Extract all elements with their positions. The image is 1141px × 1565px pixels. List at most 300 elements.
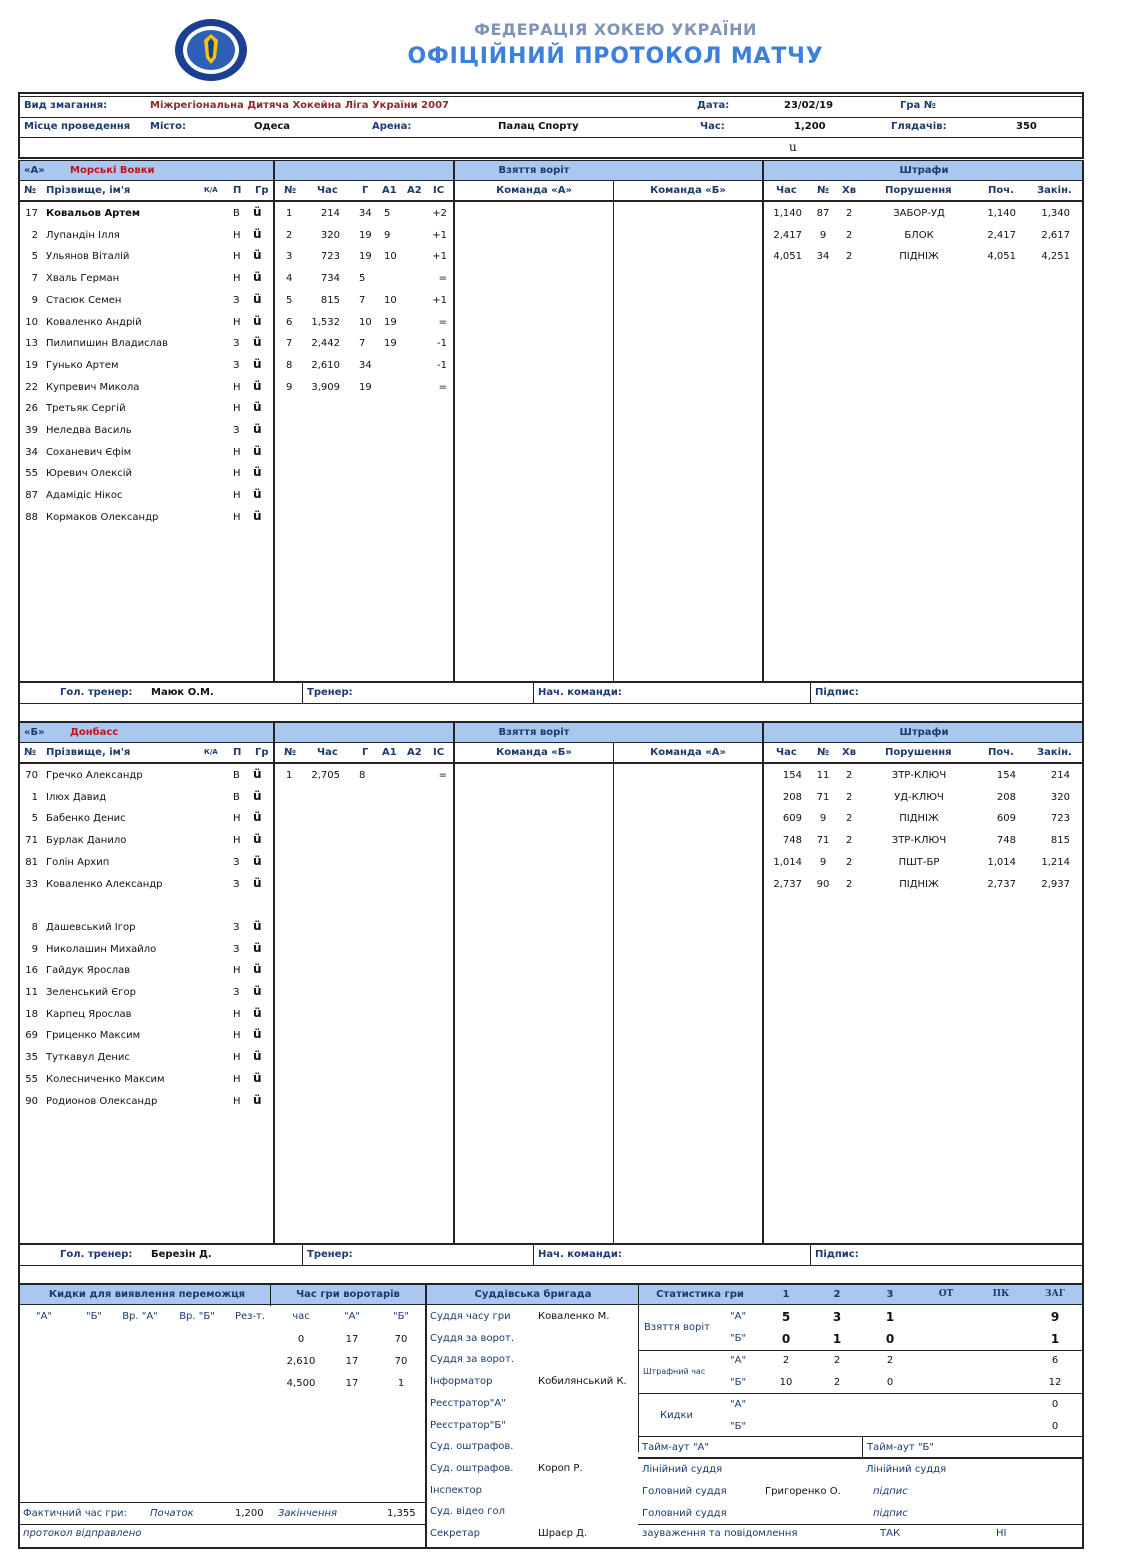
player-position: В xyxy=(233,791,240,803)
player-position: В xyxy=(233,208,240,219)
player-played-mark: ü xyxy=(253,205,262,219)
goal-number: 2 xyxy=(286,229,293,241)
goal-time: 734 xyxy=(320,273,340,285)
divider xyxy=(18,92,20,158)
goal-scorer: 19 xyxy=(359,381,372,393)
actual-time-label: Фактичний час гри: xyxy=(23,1508,127,1519)
penalty-time: 609 xyxy=(782,813,802,825)
goal-situation: = xyxy=(438,770,447,781)
player-name: Дашевський Ігор xyxy=(46,921,136,933)
goal-time: 214 xyxy=(320,208,340,219)
penalty-start: 4,051 xyxy=(987,251,1016,263)
main-judge-b-label: Головний суддя xyxy=(642,1508,727,1519)
penalty-minutes: 2 xyxy=(846,835,853,847)
penalty-violation: УД-КЛЮЧ xyxy=(894,791,944,803)
penalty-start: 2,417 xyxy=(987,229,1016,241)
column-header-g: Г xyxy=(362,747,369,758)
divider xyxy=(18,1243,1084,1245)
goal-scorer: 19 xyxy=(359,251,372,263)
column-header-pt-time: Час xyxy=(776,185,797,196)
stats-value: 9 xyxy=(1050,1310,1060,1324)
stats-value: 0 xyxy=(886,1377,894,1388)
player-position: Н xyxy=(233,468,241,480)
penalty-start: 748 xyxy=(996,835,1016,847)
player-number: 10 xyxy=(25,316,38,328)
penalty-player: 9 xyxy=(819,229,827,241)
divider xyxy=(18,92,1084,94)
player-number: 16 xyxy=(25,965,38,977)
stats-value: 3 xyxy=(832,1310,842,1324)
player-name: Адамідіс Нікос xyxy=(46,490,123,502)
player-position: Н xyxy=(233,403,241,415)
player-name: Хваль Герман xyxy=(46,273,120,285)
goal-assist-1: 9 xyxy=(384,229,391,241)
penalty-minutes: 2 xyxy=(846,813,853,825)
period-header-3: 3 xyxy=(886,1289,894,1300)
player-played-mark: ü xyxy=(253,767,262,781)
start-label: Початок xyxy=(150,1508,194,1519)
arena-value: Палац Спорту xyxy=(498,121,579,132)
player-played-mark: ü xyxy=(253,313,262,328)
penalties-header: Штрафи xyxy=(899,727,949,738)
goals-header: Взяття воріт xyxy=(498,727,570,738)
player-name: Кормаков Олександр xyxy=(46,511,159,523)
goal-scorer: 8 xyxy=(359,770,366,781)
player-number: 35 xyxy=(25,1052,38,1064)
goalie-col-header: час xyxy=(292,1311,310,1322)
divider xyxy=(1082,702,1084,722)
column-header-a1: А1 xyxy=(382,747,397,758)
penalty-player: 71 xyxy=(816,835,830,847)
end-value: 1,355 xyxy=(387,1508,416,1519)
competition-value: Міжрегіональна Дитяча Хокейна Ліга України 2007 xyxy=(150,100,450,111)
player-number: 9 xyxy=(31,294,38,306)
referee-role: Суд. оштрафов. xyxy=(430,1462,514,1474)
team-name: Донбасс xyxy=(70,727,119,738)
divider xyxy=(810,1243,811,1265)
player-position: Н xyxy=(233,835,241,847)
player-name: Гунько Артем xyxy=(46,359,119,371)
stats-team-label: "Б" xyxy=(730,1421,747,1432)
stats-team-label: "А" xyxy=(730,1399,747,1410)
stats-value: 2 xyxy=(782,1355,790,1366)
goalie-b-number: 1 xyxy=(397,1378,405,1389)
protocol-sent-label: протокол відправлено xyxy=(23,1528,142,1539)
goalie-b-number: 70 xyxy=(394,1356,408,1367)
player-played-mark: ü xyxy=(253,487,262,502)
player-position: Н xyxy=(233,381,241,393)
stats-value: 10 xyxy=(779,1377,793,1388)
player-number: 26 xyxy=(25,403,38,415)
player-position: З xyxy=(233,987,240,998)
player-played-mark: ü xyxy=(253,984,262,998)
goal-situation: +1 xyxy=(432,294,447,306)
goals-stat-label: Взяття воріт xyxy=(644,1322,711,1333)
stats-value: 12 xyxy=(1048,1377,1062,1388)
player-position: Н xyxy=(233,1008,241,1020)
player-number: 8 xyxy=(31,921,38,933)
goalie-time-value: 0 xyxy=(297,1334,305,1345)
goal-number: 4 xyxy=(286,273,293,285)
player-name: Бурлак Данило xyxy=(46,835,127,847)
goalie-a-number: 17 xyxy=(345,1334,359,1345)
penalty-violation: ЗТР-КЛЮЧ xyxy=(891,835,947,847)
player-position: З xyxy=(233,878,240,890)
player-number: 17 xyxy=(25,208,38,219)
player-played-mark: ü xyxy=(253,400,262,415)
goal-assist-1: 19 xyxy=(384,316,397,328)
player-position: Н xyxy=(233,251,241,263)
goal-situation: -1 xyxy=(437,359,447,371)
penalty-minutes: 2 xyxy=(846,208,853,219)
spectators-value: 350 xyxy=(1016,121,1037,132)
referee-name: Шраєр Д. xyxy=(538,1528,588,1539)
goal-scorer: 7 xyxy=(359,294,366,306)
goal-situation: -1 xyxy=(437,338,447,350)
column-header-own-team: Команда «Б» xyxy=(496,747,572,758)
shootout-col-header: Вр. "Б" xyxy=(179,1311,215,1322)
goal-situation: +1 xyxy=(432,229,447,241)
player-played-mark: ü xyxy=(253,335,262,350)
penalty-time: 748 xyxy=(782,835,802,847)
player-position: Н xyxy=(233,1095,241,1107)
goal-situation: +1 xyxy=(432,251,447,263)
column-header-a2: А2 xyxy=(407,185,422,196)
period-header-ПК: ПК xyxy=(992,1289,1010,1299)
player-number: 9 xyxy=(31,943,38,955)
goal-scorer: 5 xyxy=(359,273,366,285)
referees-title: Суддівська бригада xyxy=(474,1289,592,1300)
goalie-time-value: 4,500 xyxy=(286,1378,316,1389)
column-header-name: Прізвище, ім'я xyxy=(46,185,131,196)
column-header-gtime: Час xyxy=(317,185,338,196)
stats-team-label: "Б" xyxy=(730,1377,747,1388)
player-name: Голін Архип xyxy=(46,856,110,868)
player-number: 34 xyxy=(25,446,38,458)
goal-time: 320 xyxy=(320,229,340,241)
goalie-col-header: "А" xyxy=(343,1311,361,1322)
referee-role: Реєстратор"Б" xyxy=(430,1419,506,1431)
player-name: Бабенко Денис xyxy=(46,813,126,825)
stats-value: 1 xyxy=(885,1310,895,1324)
signature-label: Підпис: xyxy=(815,1249,859,1260)
player-number: 22 xyxy=(25,381,38,393)
player-name: Купревич Микола xyxy=(46,381,140,393)
head-coach-label: Гол. тренер: xyxy=(60,687,133,698)
player-position: З xyxy=(233,856,240,868)
player-position: Н xyxy=(233,1073,241,1085)
player-played-mark: ü xyxy=(253,226,262,241)
coach-label: Тренер: xyxy=(307,687,353,698)
penalty-minutes: 2 xyxy=(846,229,853,241)
player-position: Н xyxy=(233,1052,241,1064)
player-name: Лупандін Ілля xyxy=(46,229,120,241)
penalty-end: 1,340 xyxy=(1041,208,1070,219)
referee-role: Суддя за ворот. xyxy=(430,1354,515,1366)
stats-value: 5 xyxy=(781,1310,791,1324)
penalty-violation: ЗТР-КЛЮЧ xyxy=(891,770,947,781)
divider xyxy=(638,1393,1084,1394)
column-header-g: Г xyxy=(362,185,369,196)
referee-role: Секретар xyxy=(430,1528,480,1539)
player-played-mark: ü xyxy=(253,962,262,977)
referee-name: Кобилянський К. xyxy=(538,1376,627,1388)
player-position: З xyxy=(233,921,240,933)
column-header-a1: А1 xyxy=(382,185,397,196)
divider xyxy=(18,96,1084,97)
city-value: Одеса xyxy=(254,121,291,132)
player-number: 55 xyxy=(25,468,38,480)
goal-assist-1: 19 xyxy=(384,338,397,350)
divider xyxy=(18,703,1084,704)
player-played-mark: ü xyxy=(253,832,262,847)
divider xyxy=(762,722,764,1243)
period-header-ОТ: ОТ xyxy=(938,1289,954,1299)
column-header-ic: ІС xyxy=(433,185,445,196)
divider xyxy=(613,742,614,1243)
player-position: Н xyxy=(233,965,241,977)
stats-value: 0 xyxy=(781,1332,791,1346)
penalty-end: 723 xyxy=(1050,813,1070,825)
main-judge-a-label: Головний суддя xyxy=(642,1486,727,1497)
team-name: Морські Вовки xyxy=(70,165,155,176)
player-played-mark: ü xyxy=(253,508,262,523)
goalie-col-header: "Б" xyxy=(392,1311,410,1322)
stats-team-label: "Б" xyxy=(730,1333,747,1344)
divider xyxy=(302,1243,303,1265)
player-played-mark: ü xyxy=(253,248,262,263)
timeout-a-label: Тайм-аут "А" xyxy=(642,1442,709,1453)
stats-value: 1 xyxy=(1050,1332,1060,1346)
player-number: 39 xyxy=(25,425,38,436)
referee-role: Суддя часу гри xyxy=(430,1311,511,1322)
line-judge-a-label: Лінійний суддя xyxy=(642,1464,723,1475)
divider xyxy=(18,117,1084,118)
divider xyxy=(762,160,764,681)
player-played-mark: ü xyxy=(253,788,262,803)
goal-situation: = xyxy=(438,273,447,285)
player-played-mark: ü xyxy=(253,291,262,306)
player-played-mark: ü xyxy=(253,1005,262,1020)
divider xyxy=(273,722,275,1243)
goal-time: 723 xyxy=(320,251,340,263)
column-header-p: П xyxy=(233,747,242,758)
divider xyxy=(18,157,1084,159)
venue-label: Місце проведення xyxy=(24,121,131,132)
divider xyxy=(613,180,614,681)
player-position: З xyxy=(233,338,240,350)
start-value: 1,200 xyxy=(235,1508,264,1519)
spectators-label: Глядачів: xyxy=(891,121,947,132)
player-number: 90 xyxy=(25,1095,38,1107)
penalty-player: 9 xyxy=(819,813,827,825)
penalty-minutes: 2 xyxy=(846,251,853,263)
column-header-name: Прізвище, ім'я xyxy=(46,747,131,758)
player-number: 88 xyxy=(25,511,38,523)
goalie-time-value: 2,610 xyxy=(286,1356,316,1367)
player-number: 87 xyxy=(25,490,38,502)
head-coach-label: Гол. тренер: xyxy=(60,1249,133,1260)
player-played-mark: ü xyxy=(253,422,262,436)
player-name: Гриценко Максим xyxy=(46,1030,141,1042)
penalty-player: 34 xyxy=(816,251,830,263)
player-number: 13 xyxy=(25,338,38,350)
column-header-pt-end: Закін. xyxy=(1037,747,1072,758)
penalty-start: 154 xyxy=(996,770,1016,781)
divider xyxy=(862,1436,863,1458)
column-header-opp-team: Команда «Б» xyxy=(650,185,726,196)
penalty-start: 1,014 xyxy=(987,856,1016,868)
goalie-time-title: Час гри воротарів xyxy=(296,1289,400,1300)
divider xyxy=(18,1502,426,1503)
penalty-violation: БЛОК xyxy=(904,229,934,241)
divider xyxy=(425,1284,427,1549)
goal-number: 9 xyxy=(286,381,293,393)
goal-scorer: 10 xyxy=(359,316,372,328)
competition-label: Вид змагання: xyxy=(24,100,108,111)
time-label: Час: xyxy=(700,121,725,132)
timeout-b-label: Тайм-аут "Б" xyxy=(867,1442,934,1453)
column-header-ic: ІС xyxy=(433,747,445,758)
head-coach-name: Березін Д. xyxy=(151,1249,212,1260)
referee-role: Інспектор xyxy=(430,1484,483,1496)
column-header-num: № xyxy=(24,747,37,758)
head-coach-name: Маюк О.М. xyxy=(151,687,214,698)
penalty-end: 2,617 xyxy=(1041,229,1070,241)
divider xyxy=(638,1284,639,1452)
penalty-violation: ПШТ-БР xyxy=(898,856,940,868)
player-played-mark: ü xyxy=(253,270,262,285)
divider xyxy=(453,722,455,1243)
column-header-a2: А2 xyxy=(407,747,422,758)
protocol-title: ОФІЦІЙНИЙ ПРОТОКОЛ МАТЧУ xyxy=(407,44,824,69)
shootout-col-header: Вр. "А" xyxy=(122,1311,158,1322)
divider xyxy=(810,681,811,703)
referee-name: Коваленко М. xyxy=(538,1311,610,1322)
column-header-pt-start: Поч. xyxy=(988,747,1014,758)
player-name: Ковальов Артем xyxy=(46,208,141,219)
divider xyxy=(638,1436,1084,1437)
penalties-header: Штрафи xyxy=(899,165,949,176)
player-position: В xyxy=(233,770,240,781)
goalie-b-number: 70 xyxy=(394,1334,408,1345)
column-header-gtime: Час xyxy=(317,747,338,758)
referee-role: Інформатор xyxy=(430,1376,493,1388)
player-name: Ульянов Віталій xyxy=(46,251,130,263)
column-header-pt-num: № xyxy=(817,747,830,758)
stats-value: 2 xyxy=(886,1355,894,1366)
shootout-col-header: "А" xyxy=(35,1311,53,1322)
divider xyxy=(1082,722,1084,1285)
shootout-title: Кидки для виявлення переможця xyxy=(48,1289,246,1300)
player-played-mark: ü xyxy=(253,940,262,955)
player-name: Родионов Олександр xyxy=(46,1095,158,1107)
city-label: Місто: xyxy=(150,121,186,132)
team-chief-label: Нач. команди: xyxy=(538,687,622,698)
penalty-start: 609 xyxy=(996,813,1016,825)
coach-label: Тренер: xyxy=(307,1249,353,1260)
divider xyxy=(638,1457,1084,1459)
goal-number: 7 xyxy=(286,338,293,350)
column-header-p: П xyxy=(233,185,242,196)
goal-number: 1 xyxy=(286,770,293,781)
player-played-mark: ü xyxy=(253,1049,262,1064)
goal-time: 2,442 xyxy=(311,338,340,350)
column-header-pt-end: Закін. xyxy=(1037,185,1072,196)
stats-team-label: "А" xyxy=(730,1355,747,1366)
stats-value: 0 xyxy=(1051,1399,1059,1410)
penalty-minutes: 2 xyxy=(846,770,853,781)
player-name: Третьяк Сергій xyxy=(46,403,126,415)
player-name: Гайдук Ярослав xyxy=(46,965,131,977)
penalty-end: 320 xyxy=(1050,791,1070,803)
penalty-violation: ПІДНІЖ xyxy=(899,251,939,263)
penalty-minutes: 2 xyxy=(846,878,853,890)
penalty-player: 71 xyxy=(816,791,830,803)
penalty-start: 1,140 xyxy=(987,208,1016,219)
goal-time: 3,909 xyxy=(311,381,340,393)
goal-assist-1: 5 xyxy=(384,208,391,219)
player-position: З xyxy=(233,943,240,955)
stats-title: Статистика гри xyxy=(656,1289,744,1300)
player-position: З xyxy=(233,425,240,436)
divider xyxy=(18,200,1084,202)
column-header-ka: К/А xyxy=(204,186,218,194)
player-name: Соханевич Єфім xyxy=(46,446,132,458)
player-position: Н xyxy=(233,316,241,328)
player-position: Н xyxy=(233,229,241,241)
signature-a: підпис xyxy=(873,1486,908,1497)
column-header-opp-team: Команда «А» xyxy=(650,747,726,758)
penalty-player: 87 xyxy=(816,208,830,219)
player-name: Туткавул Денис xyxy=(46,1052,130,1064)
period-header-2: 2 xyxy=(833,1289,841,1300)
player-played-mark: ü xyxy=(253,853,262,868)
stats-value: 2 xyxy=(833,1355,841,1366)
divider xyxy=(1082,160,1084,723)
referee-role: Реєстратор"А" xyxy=(430,1397,506,1409)
column-header-pt-start: Поч. xyxy=(988,185,1014,196)
column-header-gnum: № xyxy=(284,185,297,196)
goal-time: 1,532 xyxy=(311,316,340,328)
player-name: Ілюх Давид xyxy=(46,791,107,803)
date-label: Дата: xyxy=(697,100,730,111)
goal-situation: = xyxy=(438,381,447,393)
column-header-pt-min: Хв xyxy=(842,747,857,758)
goal-time: 2,705 xyxy=(311,770,340,781)
penalty-end: 2,937 xyxy=(1041,878,1070,890)
end-label: Закінчення xyxy=(278,1508,338,1519)
time-value: 1,200 xyxy=(794,121,826,132)
column-header-pt-time: Час xyxy=(776,747,797,758)
player-name: Гречко Александр xyxy=(46,770,143,781)
player-played-mark: ü xyxy=(253,443,262,458)
goal-time: 815 xyxy=(320,294,340,306)
stats-team-label: "А" xyxy=(730,1311,747,1322)
penalty-violation: ПІДНІЖ xyxy=(899,813,939,825)
goalie-a-number: 17 xyxy=(345,1356,359,1367)
divider xyxy=(18,762,1084,764)
referee-role: Суд. відео гол xyxy=(430,1506,505,1518)
goal-situation: = xyxy=(438,316,447,328)
column-header-pt-min: Хв xyxy=(842,185,857,196)
player-position: Н xyxy=(233,813,241,825)
player-position: Н xyxy=(233,511,241,523)
column-header-ka: К/А xyxy=(204,748,218,756)
stats-value: 2 xyxy=(833,1377,841,1388)
column-header-pt-num: № xyxy=(817,185,830,196)
player-number: 5 xyxy=(31,251,38,263)
